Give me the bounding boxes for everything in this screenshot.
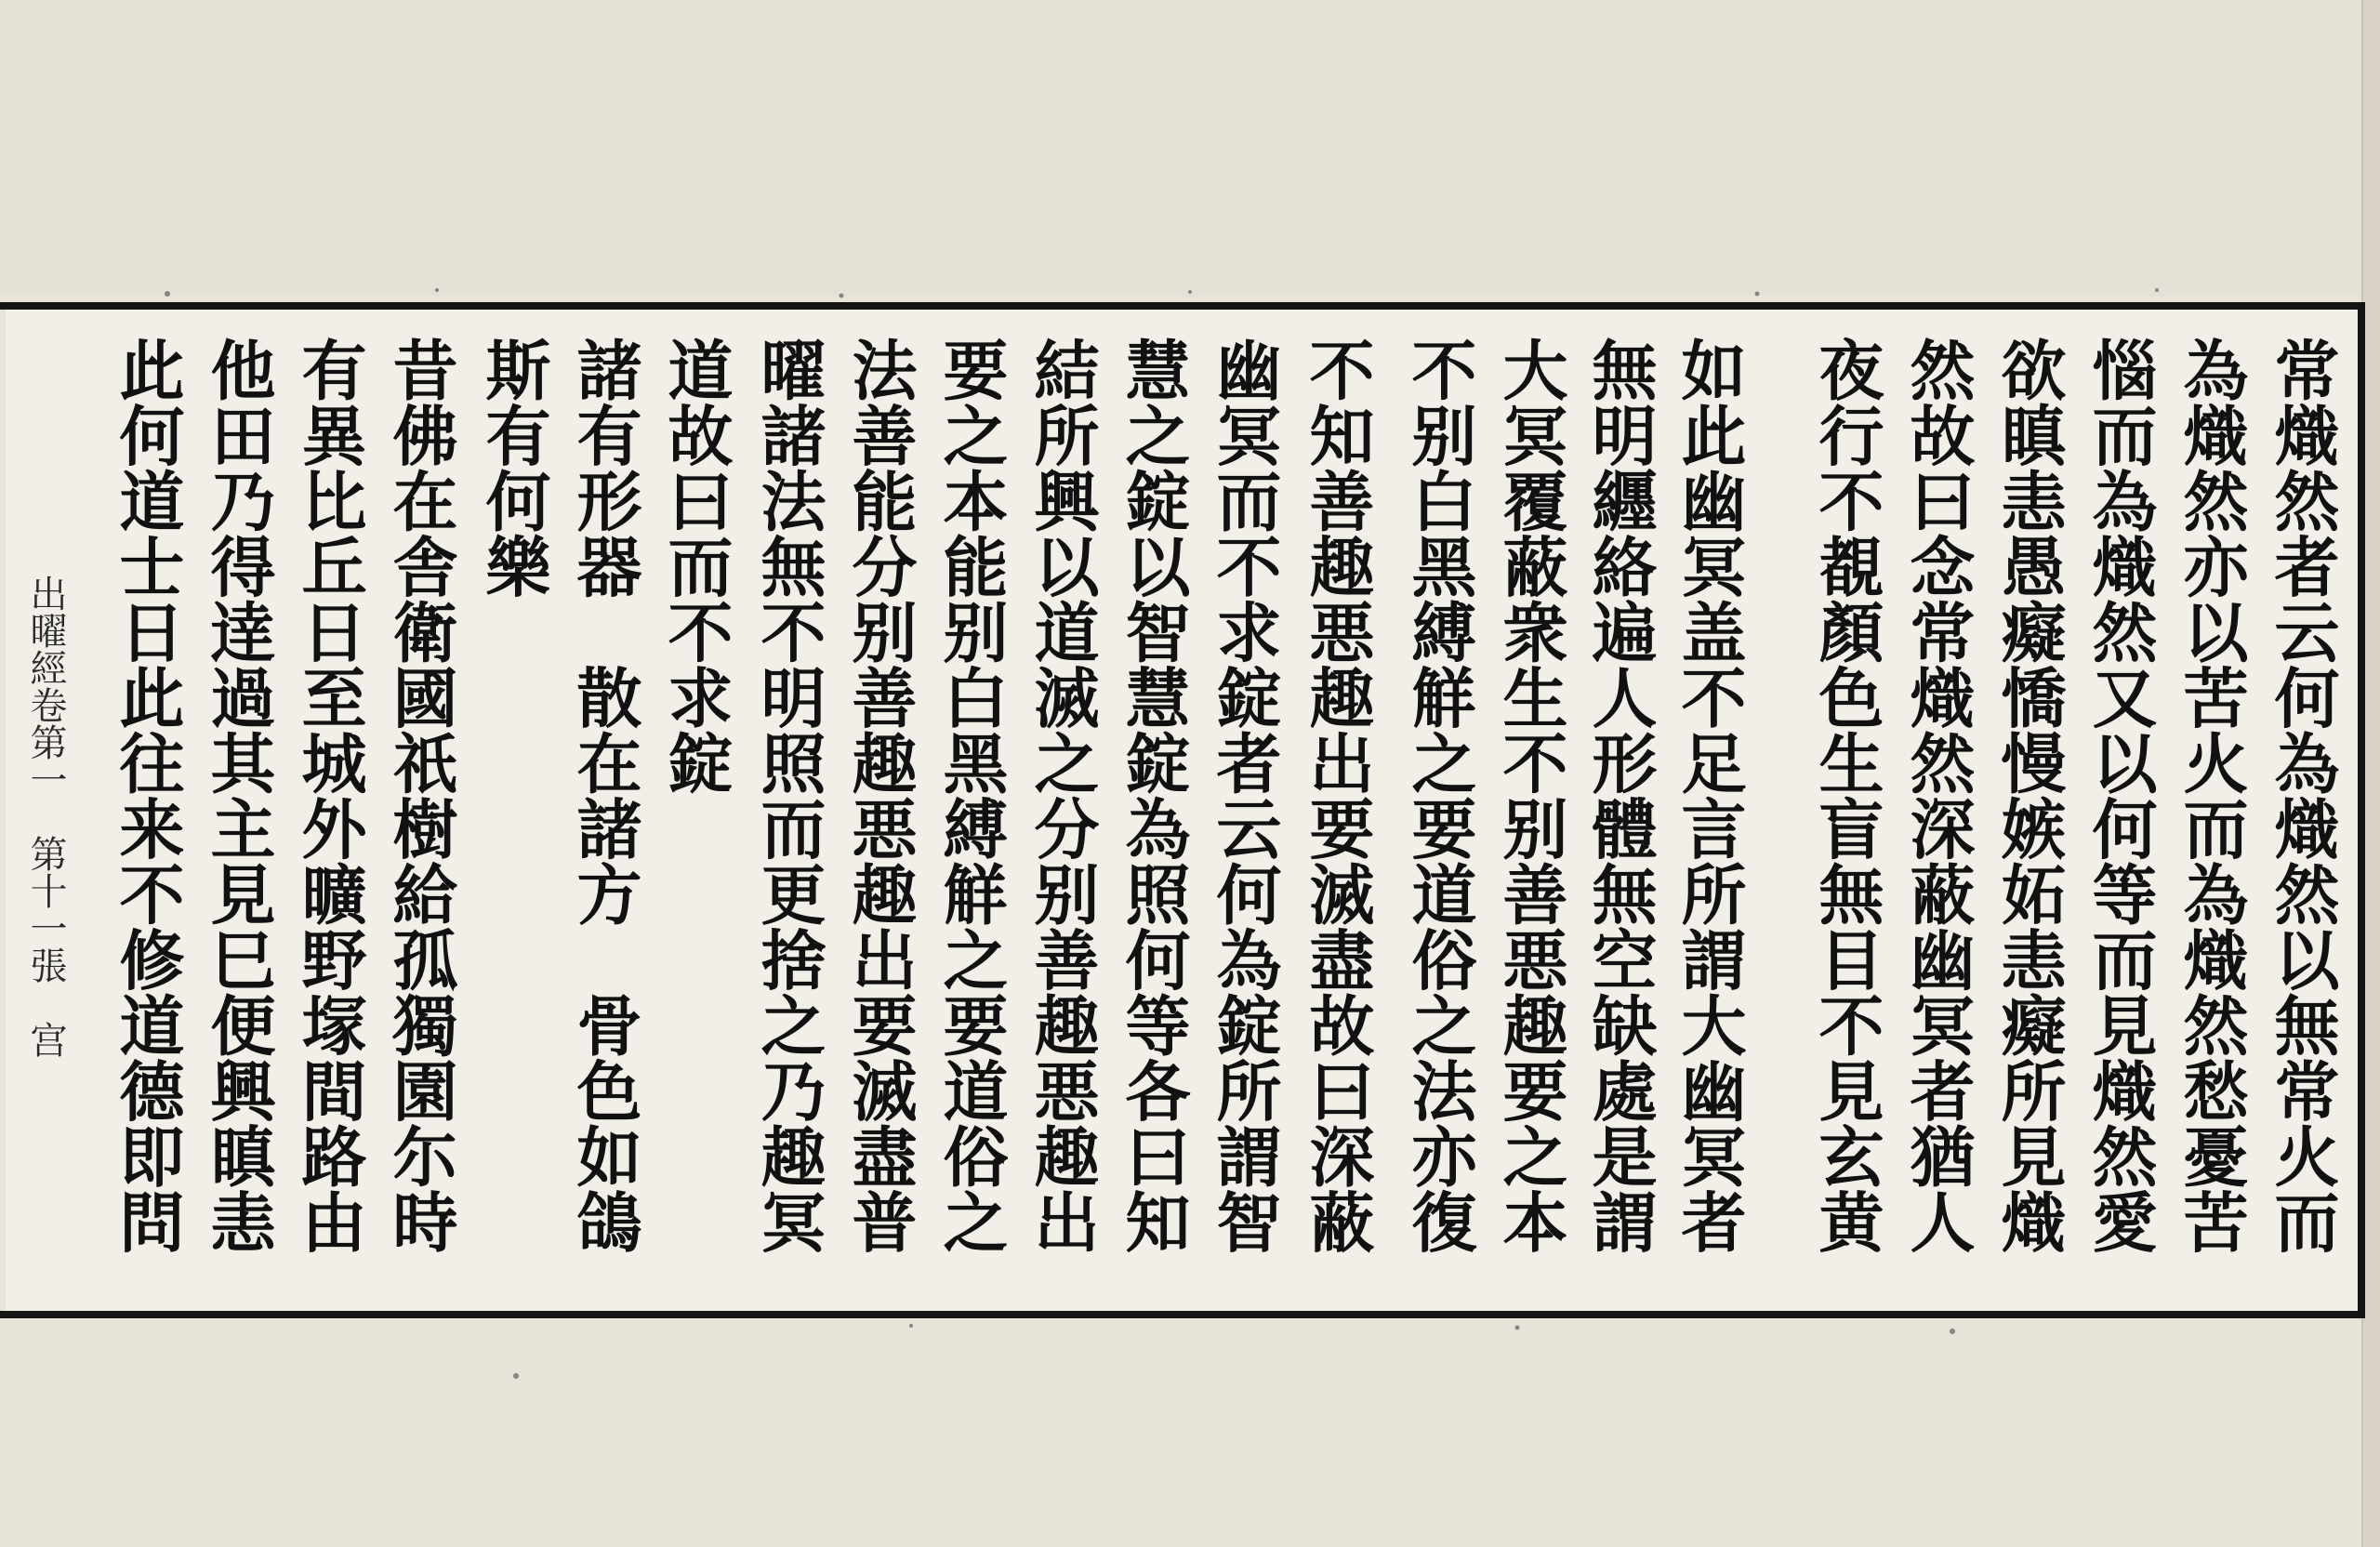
upper-blank-paper bbox=[0, 0, 2380, 296]
text-column-12: 幽冥而不求錠者云何為錠所謂智 bbox=[1206, 337, 1283, 1254]
text-column-17: 曜諸法無不明照而更捨之乃趣冥 bbox=[750, 337, 827, 1254]
text-column-24: 此何道士日此往来不修道德即問 bbox=[109, 337, 186, 1254]
slip-border-right bbox=[2358, 302, 2365, 1318]
text-column-6: 夜行不覩顏色生盲無目不見玄黄 bbox=[1808, 337, 1885, 1254]
text-column-1: 常熾然者云何為熾然以無常火而 bbox=[2264, 337, 2341, 1254]
text-column-10: 不别白黑縛觧之要道俗之法亦復 bbox=[1401, 337, 1478, 1254]
text-column-23: 他田乃得逹過其主見巳便興瞋恚 bbox=[200, 337, 277, 1254]
text-column-7: 如此幽冥盖不足言所謂大幽冥者 bbox=[1671, 337, 1748, 1254]
text-column-9: 大冥覆蔽衆生不别善悪趣要之本 bbox=[1492, 337, 1569, 1254]
text-column-3: 惱而為熾然又以何等而見熾然愛 bbox=[2082, 337, 2159, 1254]
text-column-20: 斯有何樂 bbox=[475, 337, 552, 599]
text-column-5: 然故曰念常熾然深蔽幽冥者猶人 bbox=[1899, 337, 1977, 1254]
lower-blank-paper bbox=[0, 1316, 2380, 1547]
text-column-4: 欲瞋恚愚癡憍慢嫉妬恚癡所見熾 bbox=[1990, 337, 2068, 1254]
text-column-22: 有異比丘日至城外曠野塜間路由 bbox=[291, 337, 368, 1254]
text-column-11: 不知善趣悪趣出要滅盡故曰深蔽 bbox=[1299, 337, 1376, 1254]
slip-border-top bbox=[0, 302, 2365, 310]
text-column-2: 為熾然亦以苦火而為熾然愁憂苦 bbox=[2173, 337, 2250, 1254]
text-column-18: 道故曰而不求錠 bbox=[657, 337, 734, 796]
text-column-8: 無明纒絡遍人形體無空缺處是謂 bbox=[1581, 337, 1659, 1254]
text-column-16: 法善能分别善趣悪趣出要滅盡普 bbox=[841, 337, 919, 1254]
margin-page-note: 出曜經卷第一 第十一張 宫 bbox=[24, 575, 67, 1058]
text-column-15: 要之本能别白黑縛觧之要道俗之 bbox=[932, 337, 1010, 1254]
slip-border-bottom bbox=[0, 1311, 2365, 1318]
text-column-21: 昔佛在舎衛國祇樹給孤獨園尓時 bbox=[382, 337, 459, 1254]
text-column-13: 慧之錠以智慧錠為照何等各曰知 bbox=[1115, 337, 1192, 1254]
verse-column: 諸有形器 散在諸方 骨色如鴿 bbox=[566, 337, 643, 1254]
text-column-14: 結所興以道滅之分别善趣悪趣出 bbox=[1024, 337, 1101, 1254]
